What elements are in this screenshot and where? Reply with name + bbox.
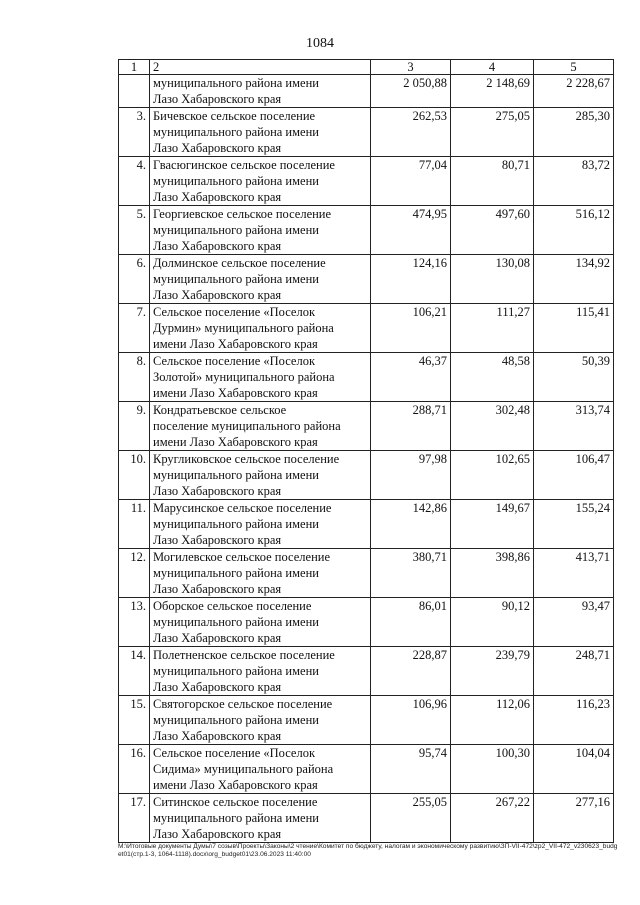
name-line: Лазо Хабаровского края — [153, 680, 282, 694]
value-col-3: 262,53 — [371, 108, 451, 157]
name-line: Кругликовское сельское поселение — [153, 452, 340, 466]
name-line: Полетненское сельское поселение — [153, 648, 335, 662]
value-col-5: 104,04 — [534, 745, 614, 794]
name-line: муниципального района имени — [153, 713, 319, 727]
value-col-4: 267,22 — [451, 794, 534, 843]
name-line: Оборское сельское поселение — [153, 599, 312, 613]
name-line: Лазо Хабаровского края — [153, 190, 282, 204]
municipality-name — [150, 549, 371, 598]
name-line: Лазо Хабаровского края — [153, 288, 282, 302]
value-col-3: 97,98 — [371, 451, 451, 500]
row-number: 13. — [119, 598, 150, 647]
row-number: 3. — [119, 108, 150, 157]
name-line: муниципального района имени — [153, 517, 319, 531]
name-line: Сельское поселение «Поселок — [153, 305, 316, 319]
name-line: Сельское поселение «Поселок — [153, 746, 316, 760]
row-number: 5. — [119, 206, 150, 255]
row-number: 16. — [119, 745, 150, 794]
name-line: Лазо Хабаровского края — [153, 582, 282, 596]
municipality-name — [150, 402, 371, 451]
municipality-name — [150, 75, 371, 108]
name-line: муниципального района имени — [153, 811, 319, 825]
row-number: 11. — [119, 500, 150, 549]
name-line: муниципального района имени — [153, 272, 319, 286]
municipality-name — [150, 794, 371, 843]
table-row — [119, 402, 614, 451]
value-col-4: 112,06 — [451, 696, 534, 745]
value-col-5: 83,72 — [534, 157, 614, 206]
row-number: 7. — [119, 304, 150, 353]
budget-table — [118, 59, 614, 843]
municipality-name — [150, 451, 371, 500]
table-row — [119, 451, 614, 500]
table-row — [119, 75, 614, 108]
header-row — [119, 60, 614, 75]
table-row — [119, 500, 614, 549]
value-col-3: 255,05 — [371, 794, 451, 843]
name-line: Дурмин» муниципального района — [153, 321, 334, 335]
municipality-name — [150, 255, 371, 304]
value-col-5: 277,16 — [534, 794, 614, 843]
municipality-name — [150, 108, 371, 157]
name-line: Сидима» муниципального района — [153, 762, 334, 776]
value-col-4: 90,12 — [451, 598, 534, 647]
name-line: Лазо Хабаровского края — [153, 827, 282, 841]
value-col-4: 398,86 — [451, 549, 534, 598]
value-col-5: 516,12 — [534, 206, 614, 255]
value-col-3: 95,74 — [371, 745, 451, 794]
value-col-3: 106,96 — [371, 696, 451, 745]
header-cell: 2 — [150, 60, 371, 75]
value-col-3: 380,71 — [371, 549, 451, 598]
name-line: имени Лазо Хабаровского края — [153, 337, 318, 351]
municipality-name — [150, 745, 371, 794]
header-cell: 4 — [451, 60, 534, 75]
value-col-4: 275,05 — [451, 108, 534, 157]
name-line: Ситинское сельское поселение — [153, 795, 318, 809]
name-line: Святогорское сельское поселение — [153, 697, 333, 711]
value-col-4: 48,58 — [451, 353, 534, 402]
value-col-5: 313,74 — [534, 402, 614, 451]
name-line: Лазо Хабаровского края — [153, 729, 282, 743]
municipality-name — [150, 696, 371, 745]
municipality-name — [150, 647, 371, 696]
name-line: Долминское сельское поселение — [153, 256, 326, 270]
value-col-5: 116,23 — [534, 696, 614, 745]
value-col-5: 2 228,67 — [534, 75, 614, 108]
file-path-footer: М:\Итоговые документы Думы\7 созыв\Проекты\Законы\2 чтение\Комитет по бюджету, налогам и экономическому развитию\ЗП-VII-472\zp2_VII-472_v230623_budget01(стр.1-3, 1064-1118).docx\org_budget01\23.06.2023 11:40:00 — [118, 843, 618, 858]
name-line: муниципального района имени — [153, 174, 319, 188]
table-row — [119, 304, 614, 353]
municipality-name — [150, 353, 371, 402]
value-col-4: 111,27 — [451, 304, 534, 353]
name-line: муниципального района имени — [153, 664, 319, 678]
value-col-3: 106,21 — [371, 304, 451, 353]
value-col-4: 497,60 — [451, 206, 534, 255]
table-row — [119, 255, 614, 304]
value-col-3: 474,95 — [371, 206, 451, 255]
name-line: имени Лазо Хабаровского края — [153, 386, 318, 400]
value-col-5: 285,30 — [534, 108, 614, 157]
name-line: Золотой» муниципального района — [153, 370, 335, 384]
value-col-4: 102,65 — [451, 451, 534, 500]
name-line: Лазо Хабаровского края — [153, 239, 282, 253]
value-col-3: 46,37 — [371, 353, 451, 402]
value-col-4: 130,08 — [451, 255, 534, 304]
name-line: поселение муниципального района — [153, 419, 341, 433]
value-col-5: 115,41 — [534, 304, 614, 353]
name-line: Лазо Хабаровского края — [153, 484, 282, 498]
name-line: Георгиевское сельское поселение — [153, 207, 332, 221]
value-col-5: 155,24 — [534, 500, 614, 549]
header-cell: 5 — [534, 60, 614, 75]
value-col-5: 50,39 — [534, 353, 614, 402]
name-line: муниципального района имени — [153, 615, 319, 629]
value-col-5: 248,71 — [534, 647, 614, 696]
row-number: 6. — [119, 255, 150, 304]
name-line: имени Лазо Хабаровского края — [153, 435, 318, 449]
name-line: Лазо Хабаровского края — [153, 141, 282, 155]
row-number: 9. — [119, 402, 150, 451]
table-row — [119, 696, 614, 745]
name-line: муниципального района имени — [153, 566, 319, 580]
name-line: муниципального района имени — [153, 76, 319, 90]
value-col-3: 77,04 — [371, 157, 451, 206]
table-row — [119, 353, 614, 402]
municipality-name — [150, 206, 371, 255]
name-line: имени Лазо Хабаровского края — [153, 778, 318, 792]
name-line: Кондратьевское сельское — [153, 403, 287, 417]
value-col-4: 2 148,69 — [451, 75, 534, 108]
municipality-name — [150, 500, 371, 549]
municipality-name — [150, 598, 371, 647]
row-number: 15. — [119, 696, 150, 745]
value-col-3: 2 050,88 — [371, 75, 451, 108]
municipality-name — [150, 304, 371, 353]
value-col-5: 413,71 — [534, 549, 614, 598]
name-line: муниципального района имени — [153, 125, 319, 139]
table-row — [119, 157, 614, 206]
name-line: Лазо Хабаровского края — [153, 92, 282, 106]
value-col-5: 93,47 — [534, 598, 614, 647]
value-col-4: 80,71 — [451, 157, 534, 206]
value-col-4: 100,30 — [451, 745, 534, 794]
table-row — [119, 598, 614, 647]
value-col-3: 288,71 — [371, 402, 451, 451]
value-col-3: 124,16 — [371, 255, 451, 304]
table-row — [119, 549, 614, 598]
name-line: Бичевское сельское поселение — [153, 109, 316, 123]
row-number: 8. — [119, 353, 150, 402]
value-col-4: 302,48 — [451, 402, 534, 451]
row-number — [119, 75, 150, 108]
name-line: Сельское поселение «Поселок — [153, 354, 316, 368]
table-row — [119, 206, 614, 255]
name-line: муниципального района имени — [153, 468, 319, 482]
row-number: 10. — [119, 451, 150, 500]
header-cell: 3 — [371, 60, 451, 75]
name-line: Лазо Хабаровского края — [153, 631, 282, 645]
value-col-4: 149,67 — [451, 500, 534, 549]
value-col-3: 86,01 — [371, 598, 451, 647]
value-col-5: 134,92 — [534, 255, 614, 304]
name-line: Лазо Хабаровского края — [153, 533, 282, 547]
value-col-3: 228,87 — [371, 647, 451, 696]
name-line: Марусинское сельское поселение — [153, 501, 332, 515]
row-number: 4. — [119, 157, 150, 206]
table-row — [119, 108, 614, 157]
page-number: 1084 — [306, 36, 334, 51]
row-number: 17. — [119, 794, 150, 843]
table-row — [119, 745, 614, 794]
table-row — [119, 647, 614, 696]
header-cell: 1 — [119, 60, 150, 75]
row-number: 12. — [119, 549, 150, 598]
name-line: муниципального района имени — [153, 223, 319, 237]
table-row — [119, 794, 614, 843]
row-number: 14. — [119, 647, 150, 696]
name-line: Могилевское сельское поселение — [153, 550, 331, 564]
municipality-name — [150, 157, 371, 206]
value-col-5: 106,47 — [534, 451, 614, 500]
value-col-4: 239,79 — [451, 647, 534, 696]
value-col-3: 142,86 — [371, 500, 451, 549]
name-line: Гвасюгинское сельское поселение — [153, 158, 335, 172]
